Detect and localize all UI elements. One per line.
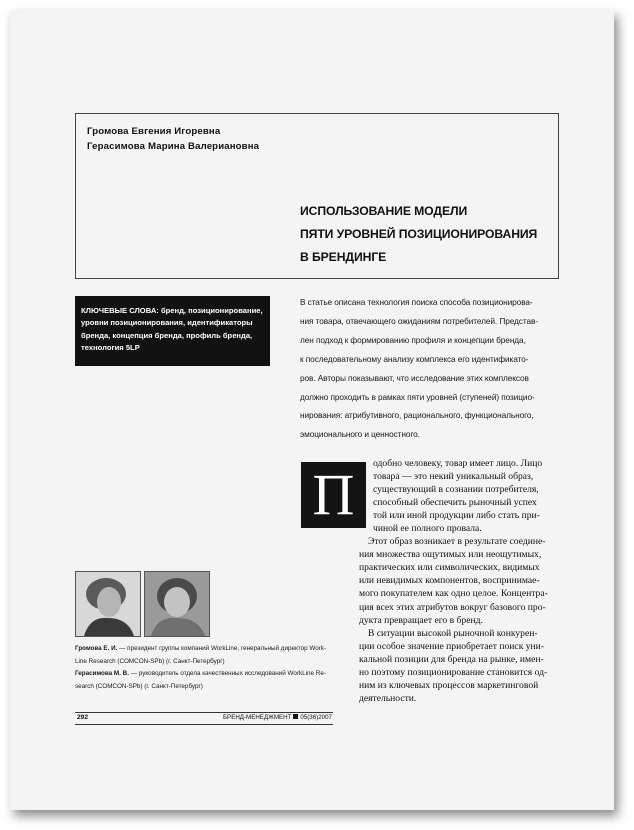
author-names bbox=[87, 124, 259, 154]
body-line: ции особое значение приобретает поиск уни- bbox=[359, 640, 545, 652]
bio-text: — руководитель отдела качественных исследований WorkLine Re- bbox=[128, 670, 326, 677]
body-line: товара — это некий уникальный образ, bbox=[373, 471, 534, 483]
title-line: ИСПОЛЬЗОВАНИЕ МОДЕЛИ bbox=[300, 204, 468, 218]
journal-name: БРЕНД-МЕНЕДЖМЕНТ bbox=[223, 714, 292, 721]
bio-name: Громова Е. И. bbox=[75, 645, 118, 652]
journal-info bbox=[200, 714, 332, 721]
footer-rule-top bbox=[75, 712, 333, 713]
body-line: Этот образ возникает в результате соедине- bbox=[368, 536, 546, 548]
author-photo-gerasimova bbox=[144, 571, 210, 637]
abstract-line: к последовательному анализу комплекса его идентификато- bbox=[300, 353, 529, 364]
abstract-line: ния товара, отвечающего ожиданиям потребителей. Представ- bbox=[300, 315, 538, 326]
abstract-line: лен подход к формированию профиля и концепции бренда, bbox=[300, 334, 526, 345]
body-line: дукта превращает его в бренд. bbox=[359, 614, 483, 626]
body-line: существующий в сознании потребителя, bbox=[373, 484, 539, 496]
journal-issue: 05(36)2007 bbox=[300, 714, 332, 721]
body-line: ция всех этих атрибутов вокруг базового про- bbox=[359, 601, 546, 613]
bio-text: — президент группы компаний WorkLine, генеральный директор Work- bbox=[117, 645, 327, 652]
abstract-line: должно проходить в рамках пяти уровней (ступеней) позицио- bbox=[300, 391, 535, 402]
abstract-line: В статье описана технология поиска способа позиционирова- bbox=[300, 297, 533, 307]
abstract-line: ров. Авторы показывают, что исследование этих комплексов bbox=[300, 372, 529, 383]
author-photo-gromova bbox=[75, 571, 141, 637]
bio-author-2-cont: search (COMCON-SPb) (г. Санкт-Петербург) bbox=[75, 682, 203, 690]
body-line: практических или символических, видимых bbox=[359, 562, 540, 574]
keywords-box bbox=[75, 296, 270, 366]
body-line: В ситуации высокой рыночной конкурен- bbox=[368, 627, 538, 639]
drop-cap: П bbox=[301, 462, 366, 528]
page-number: 292 bbox=[77, 714, 89, 721]
keywords-line: технология 5LP bbox=[81, 343, 140, 353]
body-line: мого покупателем как одно целое. Концентра- bbox=[359, 588, 548, 600]
article-title bbox=[300, 200, 550, 269]
body-line: или невидимых компонентов, воспринимае- bbox=[359, 575, 540, 587]
body-line: способный обеспечить рыночный успех bbox=[373, 497, 537, 509]
bio-author-1-cont: Line Research (COMCON-SPb) (г. Санкт-Петербург) bbox=[75, 657, 225, 665]
author-name-2: Герасимова Марина Валериановна bbox=[87, 141, 260, 152]
body-line: той или иной продукции либо стать при- bbox=[373, 510, 540, 522]
abstract-line: нирования: атрибутивного, рационального, функционального, bbox=[300, 410, 534, 421]
portrait-icon bbox=[145, 572, 209, 636]
body-line: ним из ключевых процессов маркетинговой bbox=[359, 679, 539, 691]
bio-author-1 bbox=[75, 643, 337, 656]
portrait-icon bbox=[76, 572, 140, 636]
body-line: чиной ее полного провала. bbox=[373, 523, 482, 535]
body-line: деятельности. bbox=[359, 692, 417, 704]
abstract bbox=[300, 293, 562, 444]
body-line: кальной позиции для бренда на рынке, имен- bbox=[359, 653, 544, 665]
footer-rule-bottom bbox=[75, 724, 333, 725]
keywords-line: бренда, концепция бренда, профиль бренда, bbox=[81, 330, 253, 340]
bio-name: Герасимова М. В. bbox=[75, 670, 129, 677]
body-line: одобно человеку, товар имеет лицо. Лицо bbox=[373, 458, 543, 469]
title-line: ПЯТИ УРОВНЕЙ ПОЗИЦИОНИРОВАНИЯ bbox=[300, 227, 538, 241]
body-line: ния множества ощутимых или неощутимых, bbox=[359, 549, 542, 561]
bio-author-2 bbox=[75, 668, 337, 681]
author-name-1: Громова Евгения Игоревна bbox=[87, 126, 221, 137]
title-line: В БРЕНДИНГЕ bbox=[300, 250, 387, 264]
keywords-line: уровни позиционирования, идентификаторы bbox=[81, 318, 253, 328]
abstract-line: эмоционального и ценностного. bbox=[300, 429, 420, 440]
square-bullet-icon bbox=[293, 714, 298, 719]
keywords-line: КЛЮЧЕВЫЕ СЛОВА: бренд, позиционирование, bbox=[81, 306, 263, 315]
body-line: но поэтому позиционирование становится од- bbox=[359, 666, 548, 678]
author-bios bbox=[75, 643, 337, 693]
